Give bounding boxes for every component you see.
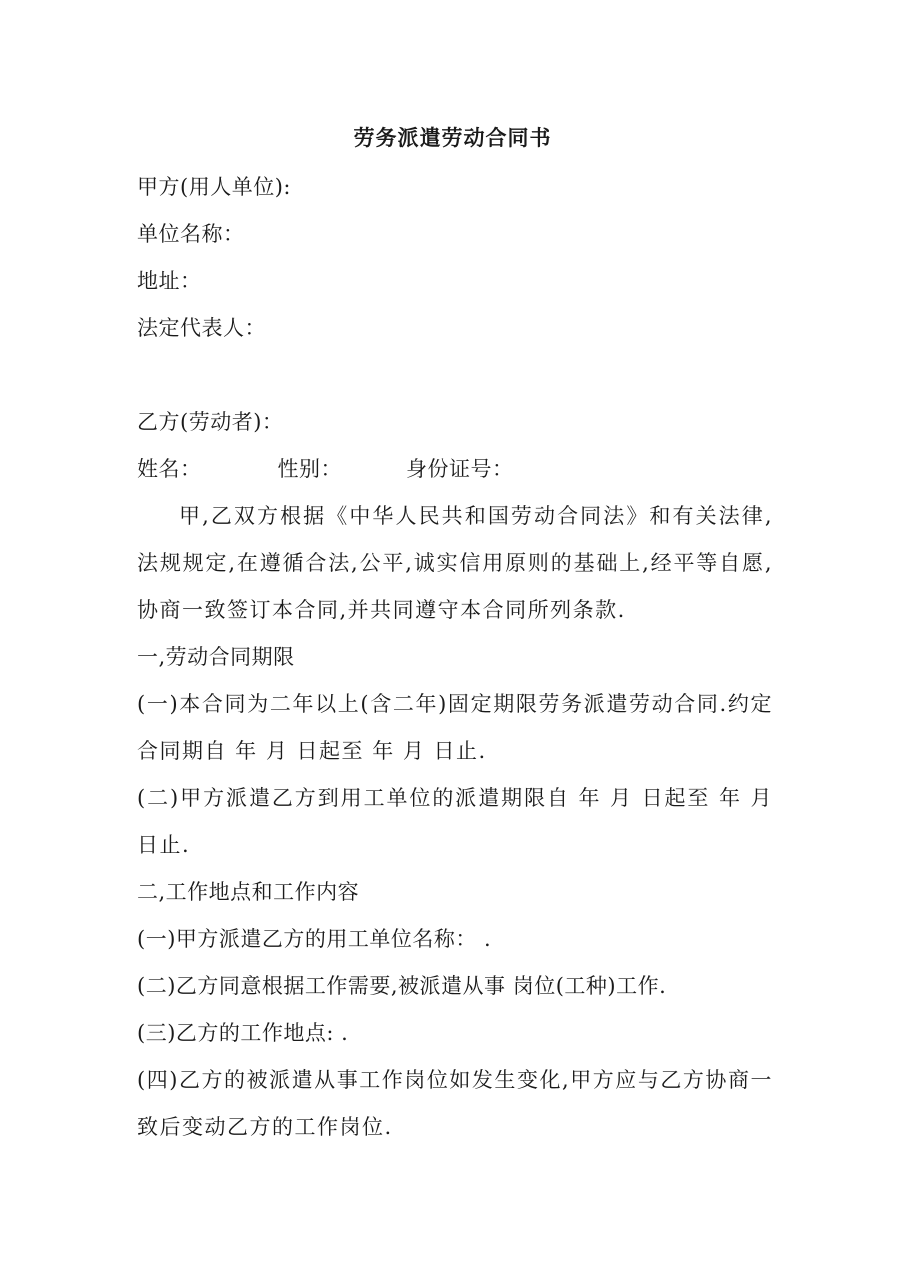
party-b-heading: 乙方(劳动者)： (137, 410, 284, 434)
section-2-item-2: (二)乙方同意根据工作需要,被派遣从事 岗位(工种)工作. (137, 974, 667, 998)
party-a-address-label: 地址： (137, 269, 202, 293)
party-a-name-label: 单位名称： (137, 222, 245, 246)
party-b-info-row (137, 454, 777, 484)
party-b-gender-label: 性别： (277, 457, 342, 481)
document-title: 劳务派遣劳动合同书 (353, 125, 552, 150)
section-2-item-3: (三)乙方的工作地点: . (137, 1021, 349, 1045)
party-b-name-label: 姓名： (137, 457, 202, 481)
section-2-heading: 二,工作地点和工作内容 (137, 880, 360, 904)
section-1-item-2: (二)甲方派遣乙方到用工单位的派遣期限自 年 月 日起至 年 月 日止. (137, 786, 773, 857)
party-b-id-label: 身份证号： (406, 457, 514, 481)
party-a-heading: 甲方(用人单位): (137, 175, 291, 199)
party-a-representative-label: 法定代表人： (137, 316, 266, 340)
section-1-item-1: (一)本合同为二年以上(含二年)固定期限劳务派遣劳动合同.约定合同期自 年 月 日起至 年 月 日止. (137, 692, 773, 763)
section-2-item-4: (四)乙方的被派遣从事工作岗位如发生变化,甲方应与乙方协商一致后变动乙方的工作岗位. (137, 1068, 773, 1139)
preamble-paragraph: 甲,乙双方根据《中华人民共和国劳动合同法》和有关法律,法规规定,在遵循合法,公平,诚实信用原则的基础上,经平等自愿,协商一致签订本合同,并共同遵守本合同所列条款. (137, 504, 773, 622)
section-2-item-1: (一)甲方派遣乙方的用工单位名称： . (137, 927, 492, 951)
section-1-heading: 一,劳动合同期限 (137, 645, 295, 669)
